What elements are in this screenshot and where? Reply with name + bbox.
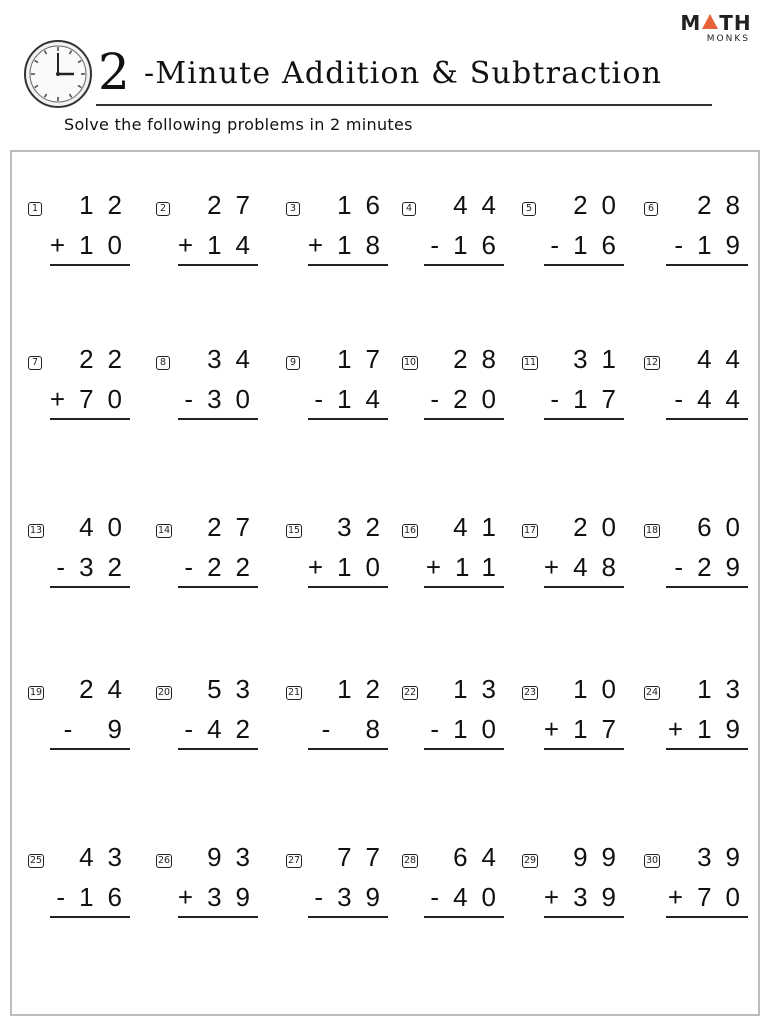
problem-number: 9 [286,356,300,370]
answer-line [666,264,748,266]
answer-line [50,916,130,918]
problem-top-number: 13 [697,674,754,704]
problem-number: 30 [646,855,659,866]
problem-item [28,842,136,934]
problem-top-number: 24 [79,674,136,704]
problem-item [156,190,264,282]
problem-item [644,842,754,934]
problem-bottom-operand: -39 [314,882,394,912]
problem-item [402,190,510,282]
answer-line [666,586,748,588]
answer-line [424,748,504,750]
problem-item [522,842,630,934]
problem-bottom-operand: -29 [674,552,754,582]
problem-item [402,512,510,604]
answer-line [308,264,388,266]
answer-line [308,586,388,588]
problem-item [28,674,136,766]
problem-top-number: 12 [79,190,136,220]
answer-line [424,586,504,588]
problem-item [156,512,264,604]
answer-line [544,586,624,588]
problem-bottom-operand: +18 [307,230,394,260]
problem-number: 21 [288,687,301,698]
problem-top-number: 93 [207,842,264,872]
problem-bottom-operand: +10 [49,230,136,260]
problem-number: 23 [524,687,537,698]
problem-item [286,344,394,436]
problem-top-number: 20 [573,512,630,542]
problem-bottom-operand: -44 [674,384,754,414]
answer-line [544,418,624,420]
problem-top-number: 44 [453,190,510,220]
answer-line [308,748,388,750]
problem-bottom-operand: -17 [550,384,630,414]
problem-item [402,674,510,766]
answer-line [178,264,258,266]
answer-line [178,418,258,420]
answer-line [544,916,624,918]
problem-number: 29 [524,855,537,866]
problem-item [286,190,394,282]
problem-top-number: 20 [573,190,630,220]
problem-number: 12 [646,357,659,368]
answer-line [666,916,748,918]
problem-top-number: 17 [337,344,394,374]
problem-top-number: 34 [207,344,264,374]
problem-bottom-operand: -22 [184,552,264,582]
problem-top-number: 39 [697,842,754,872]
problem-top-number: 22 [79,344,136,374]
logo-letter-m: M [680,11,702,35]
problem-bottom-operand: +11 [425,552,510,582]
problem-item [156,344,264,436]
problem-bottom-operand: -32 [56,552,136,582]
problem-number: 4 [402,202,416,216]
problem-number: 28 [404,855,417,866]
problem-number: 14 [158,525,171,536]
answer-line [50,748,130,750]
problem-item [522,190,630,282]
problem-top-number: 64 [453,842,510,872]
answer-line [50,586,130,588]
problem-item [644,344,754,436]
math-monks-logo [678,12,754,46]
problem-top-number: 28 [453,344,510,374]
clock-icon [20,38,96,110]
problem-number: 18 [646,525,659,536]
problem-item [28,512,136,604]
problem-top-number: 28 [697,190,754,220]
answer-line [178,748,258,750]
problem-bottom-operand: -10 [430,714,510,744]
problem-top-number: 77 [337,842,394,872]
problem-item [644,190,754,282]
problem-top-number: 60 [697,512,754,542]
problem-bottom-operand: +10 [307,552,394,582]
problem-item [156,674,264,766]
problem-bottom-operand: +48 [543,552,630,582]
problem-top-number: 40 [79,512,136,542]
title-underline [96,104,712,106]
problem-top-number: 41 [453,512,510,542]
instructions: Solve the following problems in 2 minutes [64,115,413,134]
problem-number: 16 [404,525,417,536]
problem-top-number: 16 [337,190,394,220]
answer-line [178,586,258,588]
problem-top-number: 27 [207,512,264,542]
answer-line [308,418,388,420]
problem-number: 6 [644,202,658,216]
problem-top-number: 32 [337,512,394,542]
problem-item [156,842,264,934]
problem-top-number: 43 [79,842,136,872]
logo-triangle-icon [702,14,718,29]
problem-number: 13 [30,525,43,536]
problem-item [286,842,394,934]
problem-number: 7 [28,356,42,370]
problem-number: 24 [646,687,659,698]
problem-number: 3 [286,202,300,216]
problem-bottom-operand: - 8 [321,714,394,744]
problem-number: 20 [158,687,171,698]
problem-number: 27 [288,855,301,866]
problem-bottom-operand: -19 [674,230,754,260]
problem-number: 11 [524,357,537,368]
problem-top-number: 99 [573,842,630,872]
problem-bottom-operand: +70 [49,384,136,414]
problem-bottom-operand: +14 [177,230,264,260]
problem-bottom-operand: -30 [184,384,264,414]
page-title [98,43,712,108]
problem-number: 25 [30,855,43,866]
answer-line [544,748,624,750]
problem-number: 19 [30,687,43,698]
problem-top-number: 31 [573,344,630,374]
answer-line [308,916,388,918]
problem-bottom-operand: +17 [543,714,630,744]
problem-item [644,674,754,766]
answer-line [424,264,504,266]
answer-line [50,418,130,420]
problem-top-number: 27 [207,190,264,220]
problem-number: 26 [158,855,171,866]
problem-top-number: 10 [573,674,630,704]
answer-line [424,916,504,918]
answer-line [50,264,130,266]
problem-bottom-operand: +39 [177,882,264,912]
problem-item [402,842,510,934]
problem-number: 1 [28,202,42,216]
problem-bottom-operand: -42 [184,714,264,744]
problem-bottom-operand: +70 [667,882,754,912]
problem-item [402,344,510,436]
problem-item [522,512,630,604]
problem-number: 8 [156,356,170,370]
problem-top-number: 12 [337,674,394,704]
logo-subtext: MONKS [706,34,750,44]
answer-line [424,418,504,420]
problem-bottom-operand: -16 [430,230,510,260]
problem-item [28,190,136,282]
answer-line [666,418,748,420]
problem-bottom-operand: +19 [667,714,754,744]
problem-number: 10 [404,357,417,368]
problem-item [522,674,630,766]
problem-item [522,344,630,436]
problem-bottom-operand: -40 [430,882,510,912]
problem-bottom-operand: -16 [56,882,136,912]
problem-top-number: 44 [697,344,754,374]
problem-bottom-operand: +39 [543,882,630,912]
answer-line [178,916,258,918]
answer-line [544,264,624,266]
logo-letters-th: TH [719,11,752,35]
problem-top-number: 53 [207,674,264,704]
title-number: 2 [98,43,130,101]
problem-item [286,674,394,766]
problem-bottom-operand: -14 [314,384,394,414]
problem-bottom-operand: -20 [430,384,510,414]
problem-item [644,512,754,604]
problem-bottom-operand: - 9 [63,714,136,744]
problem-item [286,512,394,604]
problem-bottom-operand: -16 [550,230,630,260]
problem-item [28,344,136,436]
problem-number: 5 [522,202,536,216]
problem-number: 22 [404,687,417,698]
title-text: -Minute Addition & Subtraction [144,56,663,91]
problem-number: 2 [156,202,170,216]
problem-top-number: 13 [453,674,510,704]
answer-line [666,748,748,750]
problem-number: 15 [288,525,301,536]
problem-number: 17 [524,525,537,536]
